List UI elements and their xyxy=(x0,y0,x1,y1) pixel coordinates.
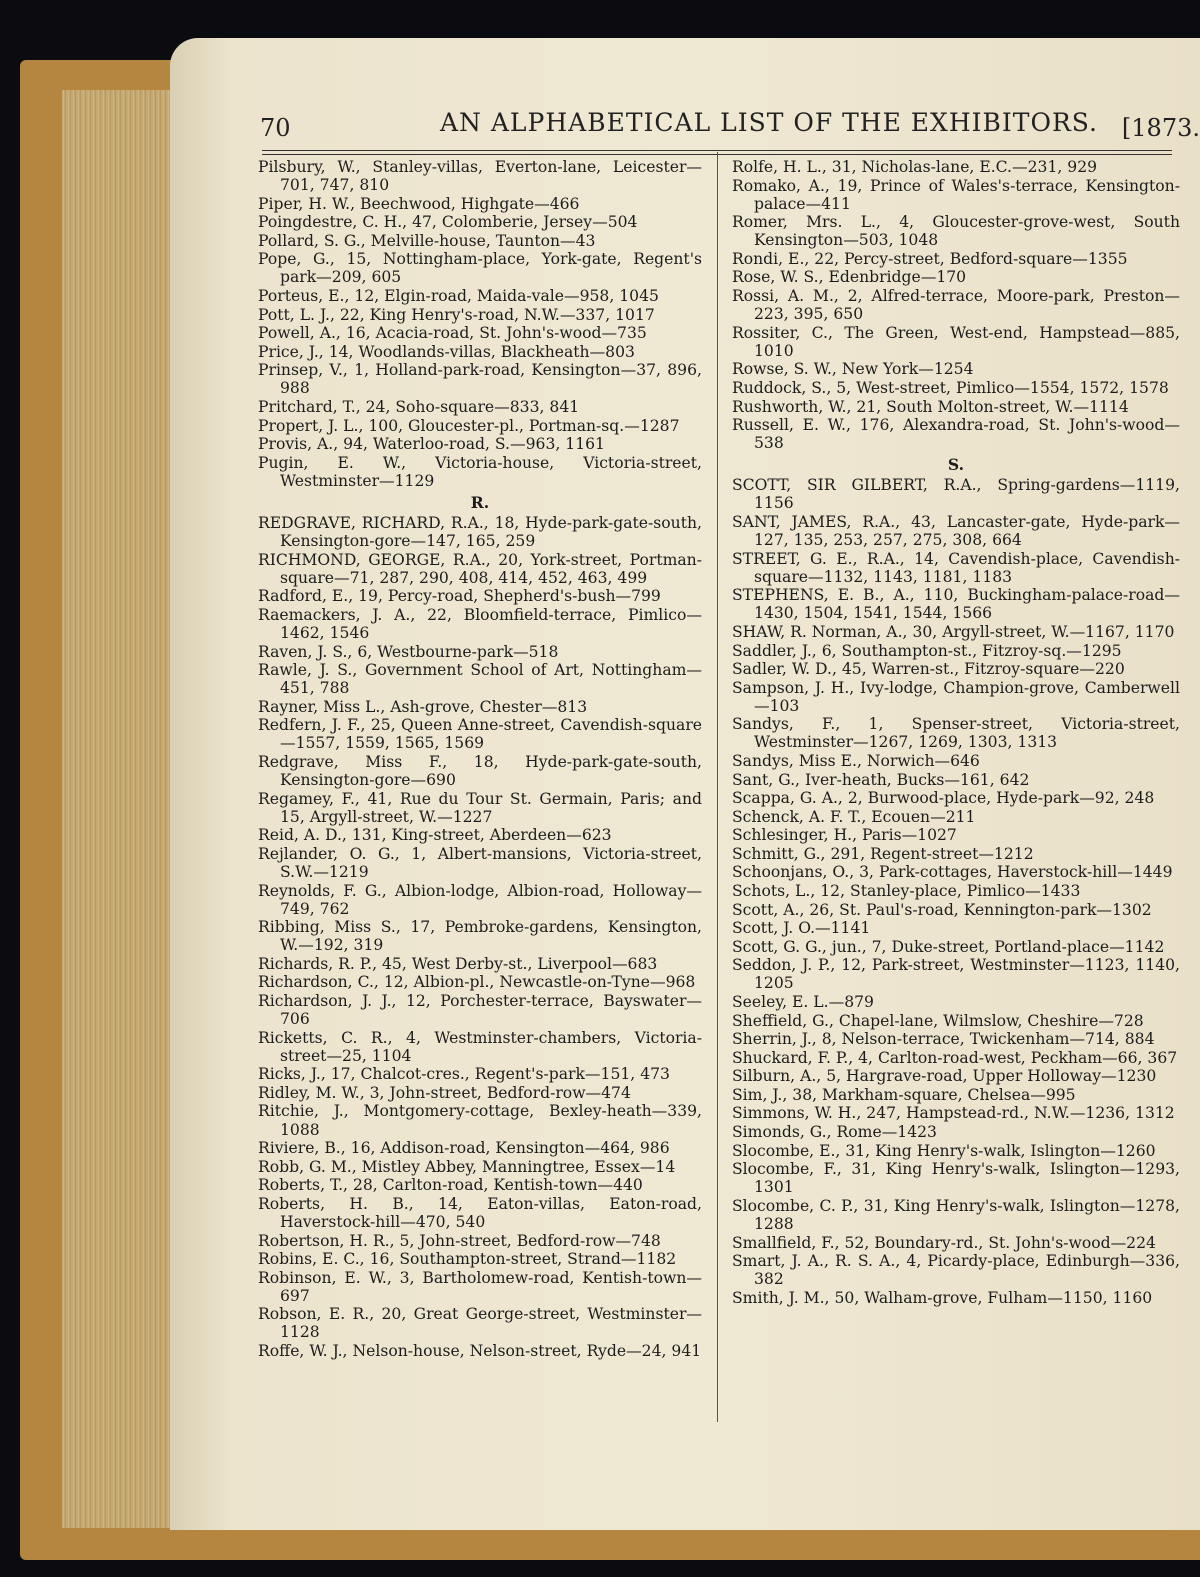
exhibitor-entry: Romako, A., 19, Prince of Wales's-terrace, Kensington-palace—411 xyxy=(732,176,1180,213)
exhibitor-entry: Redgrave, Miss F., 18, Hyde-park-gate-south, Kensington-gore—690 xyxy=(258,753,702,790)
exhibitor-entry: Rossiter, C., The Green, West-end, Hampstead—885, 1010 xyxy=(732,323,1180,360)
exhibitor-entry: Richardson, C., 12, Albion-pl., Newcastle-on-Tyne—968 xyxy=(258,973,696,992)
exhibitor-entry: Simmons, W. H., 247, Hampstead-rd., N.W.—1236, 1312 xyxy=(732,1104,1175,1123)
page-year: [1873. xyxy=(1121,114,1200,142)
exhibitor-entry: Rushworth, W., 21, South Molton-street, W.—1114 xyxy=(732,397,1129,416)
exhibitor-entry: Raven, J. S., 6, Westbourne-park—518 xyxy=(258,642,559,661)
exhibitor-entry: Slocombe, F., 31, King Henry's-walk, Islington—1293, 1301 xyxy=(732,1160,1180,1197)
exhibitor-entry: Roberts, H. B., 14, Eaton-villas, Eaton-road, Haverstock-hill—470, 540 xyxy=(258,1194,702,1231)
exhibitor-entry: Robertson, H. R., 5, John-street, Bedford-row—748 xyxy=(258,1231,661,1250)
exhibitor-entry: Powell, A., 16, Acacia-road, St. John's-wood—735 xyxy=(258,324,647,343)
exhibitor-entry: Romer, Mrs. L., 4, Gloucester-grove-west, South Kensington—503, 1048 xyxy=(732,213,1180,250)
exhibitor-entry: Porteus, E., 12, Elgin-road, Maida-vale—958, 1045 xyxy=(258,287,659,306)
exhibitor-entry: Ruddock, S., 5, West-street, Pimlico—1554, 1572, 1578 xyxy=(732,378,1169,397)
exhibitor-entry: Schmitt, G., 291, Regent-street—1212 xyxy=(732,844,1034,863)
exhibitor-entry: Richards, R. P., 45, West Derby-st., Liverpool—683 xyxy=(258,954,658,973)
exhibitor-entry: Smith, J. M., 50, Walham-grove, Fulham—1150, 1160 xyxy=(732,1288,1153,1307)
exhibitor-entry: Ridley, M. W., 3, John-street, Bedford-row—474 xyxy=(258,1083,631,1102)
exhibitor-entry: Pritchard, T., 24, Soho-square—833, 841 xyxy=(258,398,580,417)
exhibitor-entry: Provis, A., 94, Waterloo-road, S.—963, 1161 xyxy=(258,435,605,454)
exhibitor-entry: Richardson, J. J., 12, Porchester-terrace, Bayswater—706 xyxy=(258,992,702,1029)
exhibitor-entry: Seeley, E. L.—879 xyxy=(732,993,874,1012)
section-heading: S. xyxy=(947,455,965,475)
exhibitor-entry: Raemackers, J. A., 22, Bloomfield-terrace, Pimlico—1462, 1546 xyxy=(258,605,702,642)
exhibitor-entry: Robinson, E. W., 3, Bartholomew-road, Kentish-town—697 xyxy=(258,1268,702,1305)
exhibitor-entry: Ricks, J., 17, Chalcot-cres., Regent's-park—151, 473 xyxy=(258,1065,670,1084)
exhibitor-entry: Prinsep, V., 1, Holland-park-road, Kensington—37, 896, 988 xyxy=(258,361,702,398)
exhibitor-entry: Propert, J. L., 100, Gloucester-pl., Portman-sq.—1287 xyxy=(258,416,680,435)
exhibitor-entry: SCOTT, SIR GILBERT, R.A., Spring-gardens—1119, 1156 xyxy=(732,476,1180,513)
exhibitor-entry: Sandys, Miss E., Norwich—646 xyxy=(732,752,980,770)
exhibitor-entry: Reid, A. D., 131, King-street, Aberdeen—623 xyxy=(258,826,612,845)
exhibitor-entry: Rawle, J. S., Government School of Art, Nottingham—451, 788 xyxy=(258,661,702,698)
exhibitor-entry: Schenck, A. F. T., Ecouen—211 xyxy=(732,807,976,826)
exhibitor-entry: Sim, J., 38, Markham-square, Chelsea—995 xyxy=(732,1085,1076,1104)
exhibitor-entry: Poingdestre, C. H., 47, Colomberie, Jersey—504 xyxy=(258,213,638,232)
exhibitor-entry: Smart, J. A., R. S. A., 4, Picardy-place, Edinburgh—336, 382 xyxy=(732,1252,1180,1289)
header-rule-top xyxy=(262,150,1172,151)
column-separator xyxy=(717,152,718,1422)
exhibitor-entry: Rossi, A. M., 2, Alfred-terrace, Moore-park, Preston—223, 395, 650 xyxy=(732,287,1180,324)
exhibitor-entry: Riviere, B., 16, Addison-road, Kensington—464, 986 xyxy=(258,1139,670,1158)
left-column xyxy=(258,158,702,1361)
exhibitor-entry: Pope, G., 15, Nottingham-place, York-gate, Regent's park—209, 605 xyxy=(258,250,702,287)
exhibitor-entry: Regamey, F., 41, Rue du Tour St. Germain, Paris; and 15, Argyll-street, W.—1227 xyxy=(258,789,702,826)
exhibitor-entry: Pugin, E. W., Victoria-house, Victoria-street, Westminster—1129 xyxy=(258,453,702,490)
exhibitor-entry: Sandys, F., 1, Spenser-street, Victoria-street, Westminster—1267, 1269, 1303, 1313 xyxy=(732,715,1180,752)
exhibitor-entry: Rose, W. S., Edenbridge—170 xyxy=(732,268,967,287)
exhibitor-entry: Schoonjans, O., 3, Park-cottages, Haverstock-hill—1449 xyxy=(732,863,1173,882)
exhibitor-entry: Robb, G. M., Mistley Abbey, Manningtree, Essex—14 xyxy=(258,1157,676,1176)
exhibitor-entry: Reynolds, F. G., Albion-lodge, Albion-road, Holloway—749, 762 xyxy=(258,881,702,918)
exhibitor-entry: Silburn, A., 5, Hargrave-road, Upper Holloway—1230 xyxy=(732,1067,1157,1086)
exhibitor-entry: Roberts, T., 28, Carlton-road, Kentish-town—440 xyxy=(258,1176,643,1195)
page-header xyxy=(260,108,1200,148)
exhibitor-entry: Pollard, S. G., Melville-house, Taunton—43 xyxy=(258,231,596,250)
exhibitor-entry: Sheffield, G., Chapel-lane, Wilmslow, Cheshire—728 xyxy=(732,1011,1144,1030)
exhibitor-entry: Rejlander, O. G., 1, Albert-mansions, Victoria-street, S.W.—1219 xyxy=(258,844,702,881)
exhibitor-entry: Slocombe, C. P., 31, King Henry's-walk, Islington—1278, 1288 xyxy=(732,1196,1180,1233)
right-column xyxy=(732,158,1180,1307)
exhibitor-entry: Simonds, G., Rome—1423 xyxy=(732,1123,937,1142)
exhibitor-entry: Redfern, J. F., 25, Queen Anne-street, Cavendish-square—1557, 1559, 1565, 1569 xyxy=(258,716,702,753)
page-edges xyxy=(62,90,182,1528)
exhibitor-entry: Scappa, G. A., 2, Burwood-place, Hyde-park—92, 248 xyxy=(732,789,1155,808)
exhibitor-entry: Rolfe, H. L., 31, Nicholas-lane, E.C.—231, 929 xyxy=(732,158,1098,176)
exhibitor-entry: Russell, E. W., 176, Alexandra-road, St. John's-wood—538 xyxy=(732,416,1180,453)
page-title: AN ALPHABETICAL LIST OF THE EXHIBITORS. xyxy=(440,108,1098,137)
exhibitor-entry: Rondi, E., 22, Percy-street, Bedford-square—1355 xyxy=(732,249,1128,268)
exhibitor-entry: Rayner, Miss L., Ash-grove, Chester—813 xyxy=(258,697,588,716)
exhibitor-entry: Saddler, J., 6, Southampton-st., Fitzroy-sq.—1295 xyxy=(732,641,1122,660)
exhibitor-entry: SANT, JAMES, R.A., 43, Lancaster-gate, Hyde-park—127, 135, 253, 257, 275, 308, 664 xyxy=(732,512,1180,550)
exhibitor-entry: STEPHENS, E. B., A., 110, Buckingham-palace-road—1430, 1504, 1541, 1544, 1566 xyxy=(732,586,1180,623)
exhibitor-entry: Sampson, J. H., Ivy-lodge, Champion-grove, Camberwell—103 xyxy=(732,678,1180,715)
exhibitor-entry: Ricketts, C. R., 4, Westminster-chambers, Victoria-street—25, 1104 xyxy=(258,1028,702,1065)
exhibitor-entry: Shuckard, F. P., 4, Carlton-road-west, Peckham—66, 367 xyxy=(732,1048,1178,1067)
exhibitor-entry: Schots, L., 12, Stanley-place, Pimlico—1433 xyxy=(732,882,1081,901)
exhibitor-entry: Seddon, J. P., 12, Park-street, Westminster—1123, 1140, 1205 xyxy=(732,956,1180,993)
exhibitor-entry: Scott, A., 26, St. Paul's-road, Kennington-park—1302 xyxy=(732,900,1152,919)
exhibitor-entry: RICHMOND, GEORGE, R.A., 20, York-street, Portman-square—71, 287, 290, 408, 414, 452, 463, 499 xyxy=(258,550,702,587)
exhibitor-entry: Ribbing, Miss S., 17, Pembroke-gardens, Kensington, W.—192, 319 xyxy=(258,918,702,955)
exhibitor-entry: Sherrin, J., 8, Nelson-terrace, Twickenham—714, 884 xyxy=(732,1030,1155,1049)
exhibitor-entry: Scott, G. G., jun., 7, Duke-street, Portland-place—1142 xyxy=(732,937,1165,956)
section-heading: R. xyxy=(470,492,490,512)
exhibitor-entry: Slocombe, E., 31, King Henry's-walk, Islington—1260 xyxy=(732,1141,1156,1160)
exhibitor-entry: Price, J., 14, Woodlands-villas, Blackheath—803 xyxy=(258,342,635,361)
exhibitor-entry: Sant, G., Iver-heath, Bucks—161, 642 xyxy=(732,770,1030,789)
exhibitor-entry: Sadler, W. D., 45, Warren-st., Fitzroy-square—220 xyxy=(732,660,1125,679)
exhibitor-entry: REDGRAVE, RICHARD, R.A., 18, Hyde-park-gate-south, Kensington-gore—147, 165, 259 xyxy=(258,513,702,551)
exhibitor-entry: Ritchie, J., Montgomery-cottage, Bexley-heath—339, 1088 xyxy=(258,1102,702,1139)
exhibitor-entry: STREET, G. E., R.A., 14, Cavendish-place, Cavendish-square—1132, 1143, 1181, 1183 xyxy=(732,549,1180,586)
exhibitor-entry: Radford, E., 19, Percy-road, Shepherd's-bush—799 xyxy=(258,587,661,606)
exhibitor-entry: Pott, L. J., 22, King Henry's-road, N.W.—337, 1017 xyxy=(258,305,655,324)
exhibitor-entry: Robins, E. C., 16, Southampton-street, Strand—1182 xyxy=(258,1250,677,1269)
exhibitor-entry: Pilsbury, W., Stanley-villas, Everton-lane, Leicester—701, 747, 810 xyxy=(258,158,702,195)
exhibitor-entry: Schlesinger, H., Paris—1027 xyxy=(732,826,957,845)
exhibitor-entry: Roffe, W. J., Nelson-house, Nelson-street, Ryde—24, 941 xyxy=(258,1342,702,1360)
exhibitor-entry: SHAW, R. Norman, A., 30, Argyll-street, W.—1167, 1170 xyxy=(732,622,1175,641)
exhibitor-entry: Piper, H. W., Beechwood, Highgate—466 xyxy=(258,194,580,213)
exhibitor-entry: Scott, J. O.—1141 xyxy=(732,919,871,938)
exhibitor-entry: Smallfield, F., 52, Boundary-rd., St. John's-wood—224 xyxy=(732,1233,1156,1252)
exhibitor-entry: Robson, E. R., 20, Great George-street, Westminster—1128 xyxy=(258,1305,702,1342)
page-number: 70 xyxy=(260,114,291,142)
exhibitor-entry: Rowse, S. W., New York—1254 xyxy=(732,360,974,379)
